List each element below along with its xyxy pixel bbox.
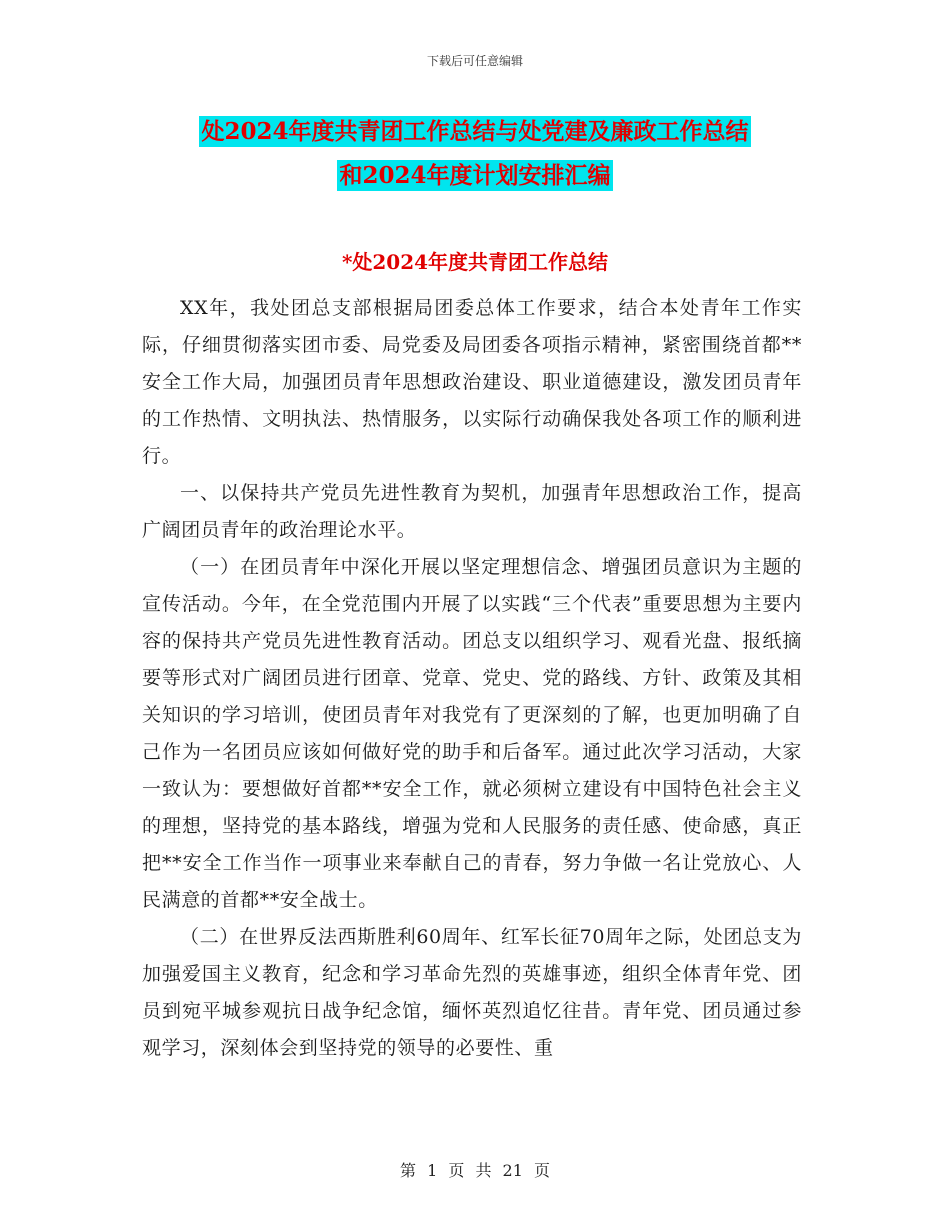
header-note: 下载后可任意编辑 [426, 54, 523, 68]
paragraph-1: XX年，我处团总支部根据局团委总体工作要求，结合本处青年工作实际，仔细贯彻落实团市委、局党委及局团委各项指示精神，紧密围绕首都**安全工作大局，加强团员青年思想政治建设、职业道德建设，激发团员青年的工作热情、文明执法、热情服务，以实际行动确保我处各项工作的顺利进行。 [142, 297, 802, 467]
section-title: *处2024年度共青团工作总结 [341, 250, 609, 274]
title-line-2: 和2024年度计划安排汇编 [339, 162, 611, 189]
paragraph-4: （二）在世界反法西斯胜利60周年、红军长征70周年之际，处团总支为加强爱国主义教育，纪念和学习革命先烈的英雄事迹，组织全体青年党、团员到宛平城参观抗日战争纪念馆，缅怀英烈追忆往昔。青年党、团员通过参观学习，深刻体会到坚持党的领导的必要性、重 [142, 926, 802, 1059]
document-title [0, 110, 950, 198]
paragraph-2: 一、以保持共产党员先进性教育为契机，加强青年思想政治工作，提高广阔团员青年的政治理论水平。 [142, 482, 802, 541]
title-line-1: 处2024年度共青团工作总结与处党建及廉政工作总结 [201, 118, 749, 145]
paragraph-3: （一）在团员青年中深化开展以坚定理想信念、增强团员意识为主题的宣传活动。今年，在全党范围内开展了以实践“三个代表”重要思想为主要内容的保持共产党员先进性教育活动。团总支以组织学习、观看光盘、报纸摘要等形式对广阔团员进行团章、党章、党史、党的路线、方针、政策及其相关知识的学习培训，使团员青年对我党有了更深刻的了解，也更加明确了自己作为一名团员应该如何做好党的助手和后备军。通过此次学习活动，大家一致认为：要想做好首都**安全工作，就必须树立建设有中国特色社会主义的理想，坚持党的基本路线，增强为党和人民服务的责任感、使命感，真正把**安全工作当作一项事业来奉献自己的青春，努力争做一名让党放心、人民满意的首都**安全战士。 [142, 556, 802, 911]
document-body [142, 290, 802, 1067]
page-footer: 第 1 页 共 21 页 [400, 1161, 550, 1180]
